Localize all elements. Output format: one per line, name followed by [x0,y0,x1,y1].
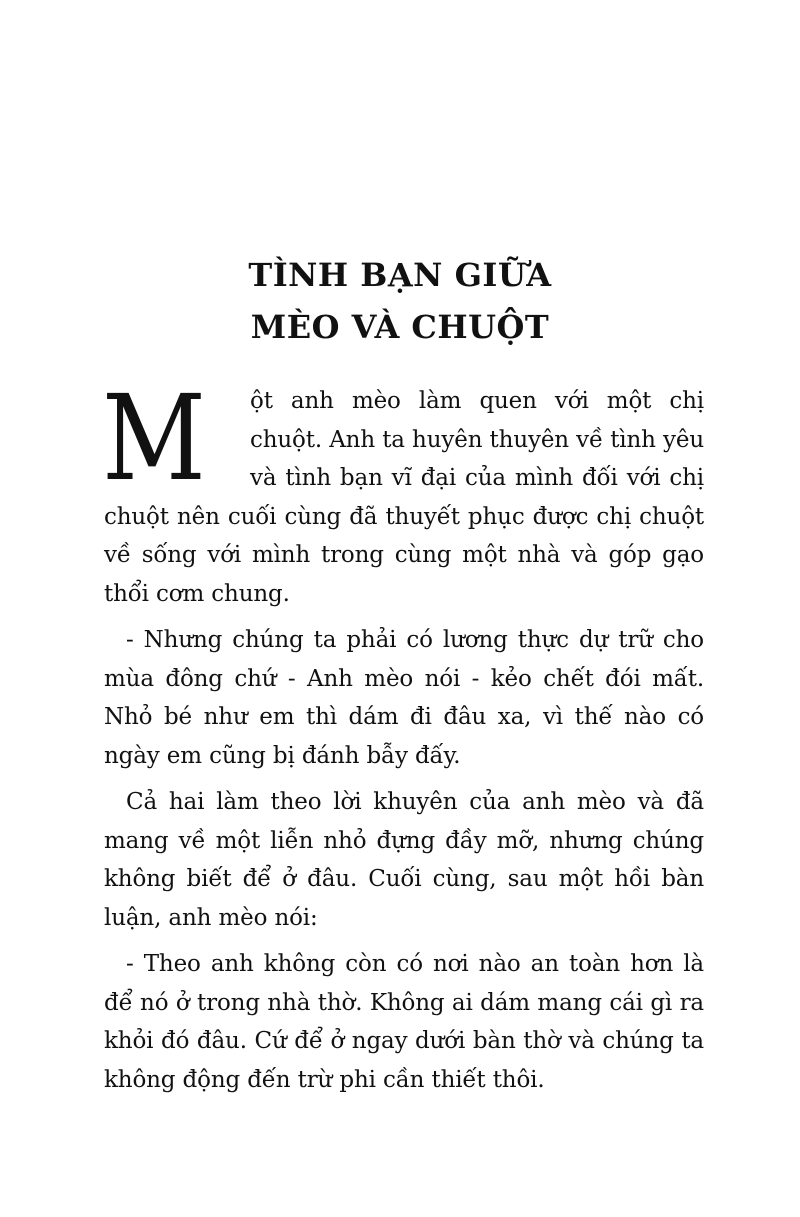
story-body [102,369,704,1107]
paragraph-1-text: ột anh mèo làm quen với một chị chuột. Anh ta huyên thuyên về tình yêu và tình bạn vĩ đại của mình đối với chị chuột nên cuối cùng đã thuyết phục được chị chuột về sống với mình trong cùng một nhà và góp gạo thổi cơm chung. [104,388,704,607]
paragraph-3: Cả hai làm theo lời khuyên của anh mèo và đã mang về một liễn nhỏ đựng đầy mỡ, nhưng chúng không biết để ở đâu. Cuối cùng, sau một hồi bàn luận, anh mèo nói: [104,789,704,931]
paragraph-2: - Nhưng chúng ta phải có lương thực dự trữ cho mùa đông chứ - Anh mèo nói - kẻo chết đói mất. Nhỏ bé như em thì dám đi đâu xa, vì thế nào có ngày em cũng bị đánh bẫy đấy. [104,627,704,769]
chapter-title-line-2: MÈO VÀ CHUỘT [250,308,550,347]
paragraph-1 [102,369,704,613]
chapter-title-line-1: TÌNH BẠN GIỮA [248,256,552,295]
chapter-title [0,249,800,353]
paragraph-4: - Theo anh không còn có nơi nào an toàn hơn là để nó ở trong nhà thờ. Không ai dám mang cái gì ra khỏi đó đâu. Cứ để ở ngay dưới bàn thờ và chúng ta không động đến trừ phi cần thiết thôi. [104,951,704,1093]
drop-cap: M [102,369,206,507]
